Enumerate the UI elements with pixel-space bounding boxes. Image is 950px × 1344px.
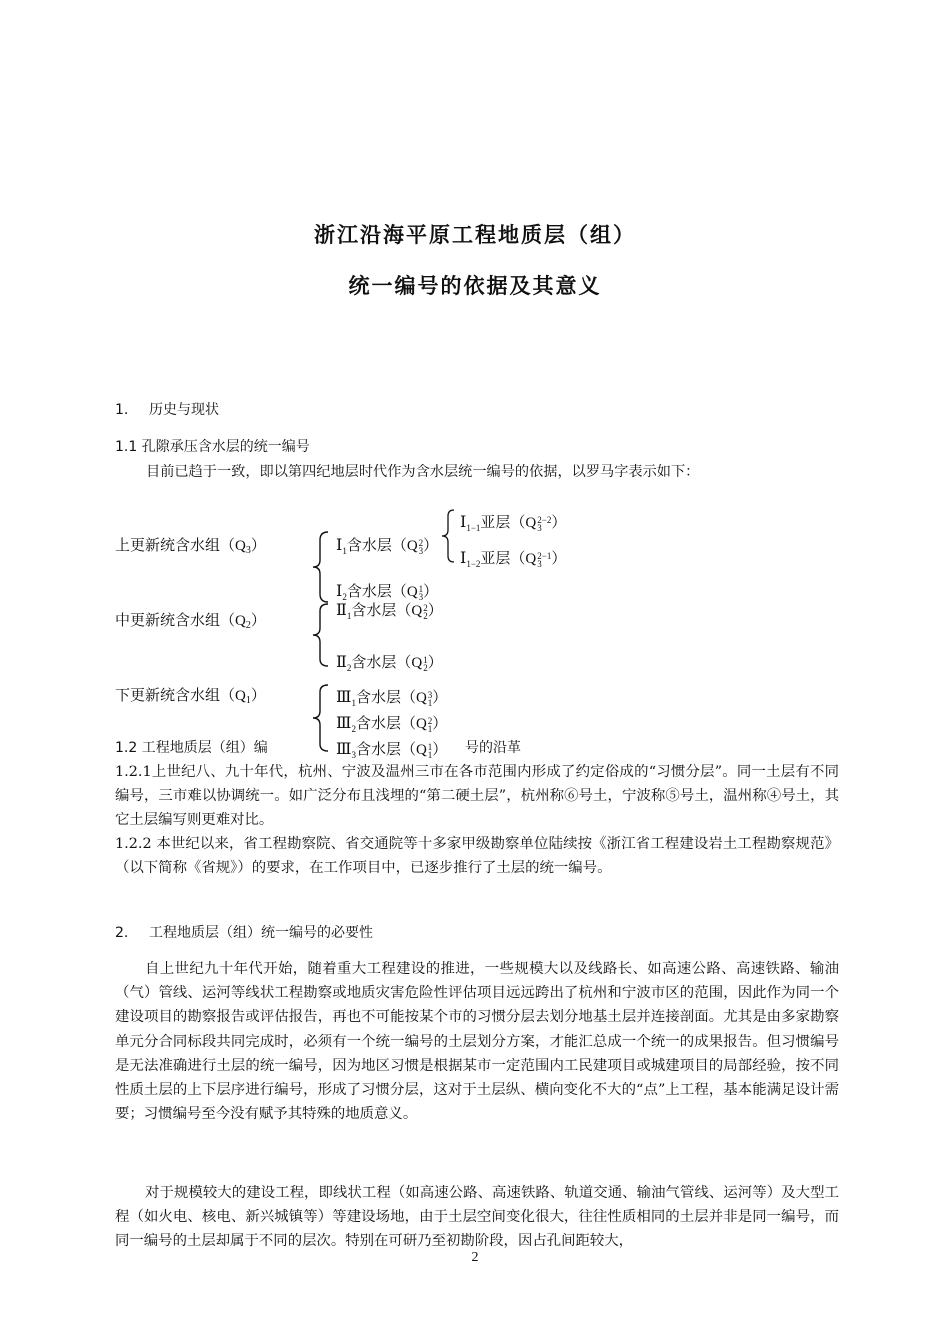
page-title: 浙江沿海平原工程地质层（组） <box>314 223 636 247</box>
layer-III3: $Ⅲ_3$含水层（Q 1 1 ） <box>336 741 448 760</box>
layer-III1: $Ⅲ_1$含水层（Q 3 1 ） <box>336 689 448 708</box>
brace-lower <box>310 683 332 753</box>
group-middle-label: 中更新统含水组$(Q_2)$ <box>115 613 266 631</box>
subsection-1-2-heading-left: 1.2 工程地质层（组）编 <box>115 740 268 756</box>
subsection-1-2-heading-right: 号的沿革 <box>465 740 521 756</box>
layer-I1: $Ⅰ_1$含水层（Q 2 3 ） <box>336 537 439 556</box>
layer-I2: $Ⅰ_2$含水层（Q 1 3 ） <box>336 583 439 602</box>
group-upper-label: 上更新统含水组$(Q_3)$ <box>115 538 266 556</box>
section-2-title: 工程地质层（组）统一编号的必要性 <box>149 925 373 941</box>
brace-upper <box>310 530 332 604</box>
section-1-number: 1. <box>115 402 129 418</box>
page-number: 2 <box>471 1250 479 1265</box>
brace-sublayer <box>440 508 458 564</box>
subsection-1-1-intro: 目前已趋于一致，即以第四纪地层时代作为含水层统一编号的依据，以罗马字表示如下： <box>146 464 700 480</box>
paragraph-2-2: 对于规模较大的建设工程，即线状工程（如高速公路、高速铁路、轨道交通、输油气管线、运河等）及大型工程（如火电、核电、新兴城镇等）等建设场地，由于土层空间变化很大，往往性质相同的土层并非是同一编号，而同一编号的土层却属于不同的层次。特别在可研乃至初勘阶段，因占孔间距较大， <box>115 1185 839 1250</box>
section-1-heading <box>115 399 219 419</box>
sublayer-I1-2: $Ⅰ_{1-2}$亚层（Q 2−1 3 ） <box>460 550 567 569</box>
layer-III2: $Ⅲ_2$含水层（Q 2 1 ） <box>336 715 448 734</box>
section-2-heading <box>115 922 373 942</box>
section-2-number: 2. <box>115 925 129 941</box>
section-1-title: 历史与现状 <box>149 402 219 418</box>
sublayer-I1-1: $Ⅰ_{1-1}$亚层（Q 2−2 3 ） <box>460 514 567 533</box>
paragraph-1-2-1: 1.2.1上世纪八、九十年代，杭州、宁波及温州三市在各市范围内形成了约定俗成的“习惯分层”。同一土层有不同编号，三市难以协调统一。如广泛分布且浅埋的“第二硬土层”，杭州称⑥号土，宁波称⑤号土，温州称④号土，其它土层编写则更难对比。 <box>115 764 839 829</box>
layer-II1: $Ⅱ_1$含水层（Q 2 2 ） <box>336 602 443 621</box>
group-lower-label: 下更新统含水组$(Q_1)$ <box>115 688 266 706</box>
paragraph-1-2-2: 1.2.2 本世纪以来，省工程勘察院、省交通院等十多家甲级勘察单位陆续按《浙江省工程建设岩土工程勘察规范》（以下简称《省规》）的要求，在工作项目中，已逐步推行了土层的统一编号。 <box>115 836 839 877</box>
subsection-1-1-heading: 1.1 孔隙承压含水层的统一编号 <box>115 439 310 455</box>
page-subtitle: 统一编号的依据及其意义 <box>348 274 602 298</box>
brace-middle <box>310 602 332 668</box>
paragraph-2-1: 自上世纪九十年代开始，随着重大工程建设的推进，一些规模大以及线路长、如高速公路、高速铁路、输油（气）管线、运河等线状工程勘察或地质灾害危险性评估项目远远跨出了杭州和宁波市区的范围，因此作为同一个建设项目的勘察报告或评估报告，再也不可能按某个市的习惯分层去划分地基土层并连接剖面。尤其是由多家勘察单元分合同标段共同完成时，必须有一个统一编号的土层划分方案，才能汇总成一个统一的成果报告。但习惯编号是无法准确进行土层的统一编号，因为地区习惯是根据某市一定范围内工民建项目或城建项目的局部经验，按不同性质土层的上下层序进行编号，形成了习惯分层，这对于土层纵、横向变化不大的“点”上工程，基本能满足设计需要；习惯编号至今没有赋予其特殊的地质意义。 <box>115 961 839 1123</box>
layer-II2: $Ⅱ_2$含水层（Q 1 2 ） <box>336 654 443 673</box>
